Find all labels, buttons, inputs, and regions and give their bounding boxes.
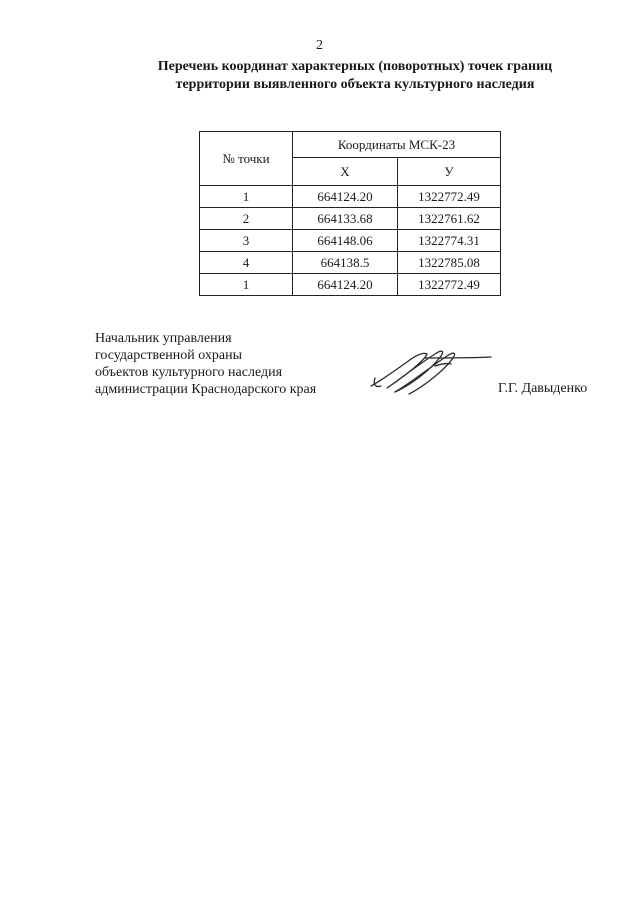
header-y: У: [398, 158, 501, 186]
cell-point: 4: [200, 252, 293, 274]
cell-x: 664124.20: [293, 274, 398, 296]
handwritten-signature: [365, 342, 495, 400]
table-row: [200, 252, 501, 274]
header-coordinates: Координаты МСК-23: [293, 132, 501, 158]
table-row: [200, 230, 501, 252]
coordinates-table: [199, 131, 501, 296]
cell-point: 2: [200, 208, 293, 230]
cell-x: 664148.06: [293, 230, 398, 252]
signatory-line-3: объектов культурного наследия: [95, 365, 283, 380]
header-x: X: [293, 158, 398, 186]
cell-x: 664124.20: [293, 186, 398, 208]
cell-y: 1322761.62: [398, 208, 501, 230]
signatory-position: [95, 330, 316, 398]
title-line-2: территории выявленного объекта культурного наследия: [175, 77, 535, 92]
signatory-line-1: Начальник управления: [95, 331, 232, 346]
signer-name: Г.Г. Давыденко: [498, 381, 588, 396]
table-row: [200, 208, 501, 230]
cell-point: 1: [200, 274, 293, 296]
cell-y: 1322772.49: [398, 186, 501, 208]
cell-y: 1322785.08: [398, 252, 501, 274]
page-number: 2: [316, 38, 323, 53]
cell-y: 1322774.31: [398, 230, 501, 252]
cell-point: 1: [200, 186, 293, 208]
signatory-line-4: администрации Краснодарского края: [95, 382, 317, 397]
signatory-line-2: государственной охраны: [95, 348, 243, 363]
document-title: [80, 58, 630, 94]
cell-x: 664133.68: [293, 208, 398, 230]
title-line-1: Перечень координат характерных (поворотных) точек границ: [157, 59, 553, 74]
header-point-number: № точки: [200, 132, 293, 186]
table-row: [200, 186, 501, 208]
cell-y: 1322772.49: [398, 274, 501, 296]
table-row: [200, 274, 501, 296]
cell-x: 664138.5: [293, 252, 398, 274]
cell-point: 3: [200, 230, 293, 252]
